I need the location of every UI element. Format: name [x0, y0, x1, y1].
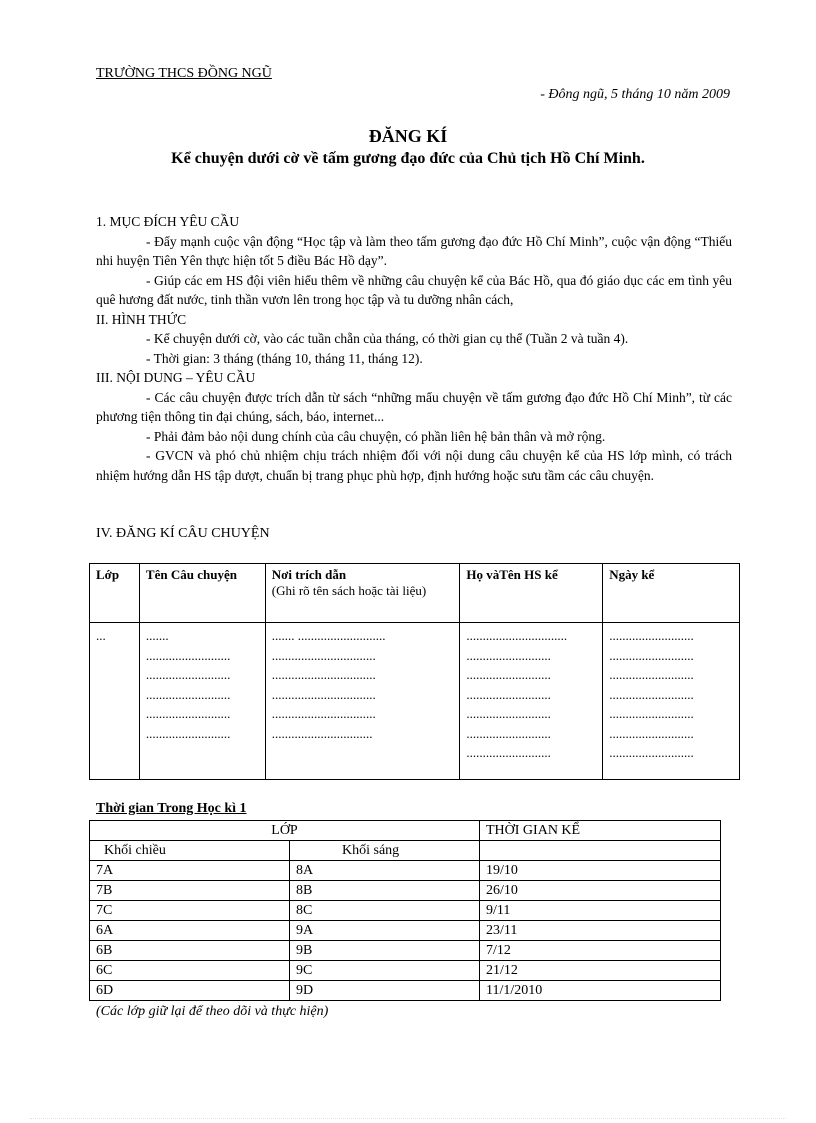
morning-class: 8A — [290, 861, 480, 881]
story-date: 11/1/2010 — [480, 981, 721, 1001]
story-date: 21/12 — [480, 961, 721, 981]
table-row — [90, 901, 721, 921]
header-date: Ngày kể — [603, 564, 740, 623]
schedule-subheader-afternoon: Khối chiều — [90, 841, 290, 861]
story-date: 7/12 — [480, 941, 721, 961]
section-heading-registration: IV. ĐĂNG KÍ CÂU CHUYỆN — [96, 526, 270, 541]
section-item: - Các câu chuyện được trích dẫn từ sách “những mẩu chuyện về tấm gương đạo đức Hồ Chí Minh”, từ các phương tiện thông tin đại chúng, sách, báo, internet... — [96, 389, 732, 424]
section-heading-purpose: 1. MỤC ĐÍCH YÊU CẦU — [96, 214, 240, 229]
schedule-header-class: LỚP — [90, 821, 480, 841]
morning-class: 9C — [290, 961, 480, 981]
section-item: - Phải đảm bảo nội dung chính của câu chuyện, có phần liên hệ bản thân và mở rộng. — [146, 428, 606, 444]
morning-class: 9B — [290, 941, 480, 961]
story-date: 19/10 — [480, 861, 721, 881]
school-name: TRƯỜNG THCS ĐỒNG NGŨ — [96, 66, 272, 81]
table-row — [90, 941, 721, 961]
morning-class: 8B — [290, 881, 480, 901]
document-title: ĐĂNG KÍ — [368, 126, 448, 146]
header-story-name: Tên Câu chuyện — [139, 564, 265, 623]
table-row — [90, 861, 721, 881]
schedule-table — [89, 820, 721, 1001]
document-subtitle: Kể chuyện dưới cờ về tấm gương đạo đức của Chủ tịch Hồ Chí Minh. — [171, 150, 645, 167]
header-student-name: Họ vàTên HS kể — [460, 564, 603, 623]
page-footer-divider — [30, 1118, 786, 1119]
document-date: - Đông ngũ, 5 tháng 10 năm 2009 — [540, 87, 730, 102]
header-class: Lớp — [90, 564, 140, 623]
registration-fill-row — [90, 623, 740, 780]
story-date: 23/11 — [480, 921, 721, 941]
morning-class: 8C — [290, 901, 480, 921]
afternoon-class: 7A — [90, 861, 290, 881]
fill-class-cell: ... — [90, 623, 140, 780]
schedule-title: Thời gian Trong Học kì 1 — [96, 801, 247, 816]
section-item: - Đẩy mạnh cuộc vận động “Học tập và làm theo tấm gương đạo đức Hồ Chí Minh”, cuộc vận động “Thiếu nhi huyện Tiên Yên thực hiện tốt 5 điều Bác Hồ dạy”. — [96, 233, 732, 268]
table-row — [90, 981, 721, 1001]
morning-class: 9D — [290, 981, 480, 1001]
afternoon-class: 6D — [90, 981, 290, 1001]
fill-date-cell: .......................... .......................... .......................... .......................... .......................... .......................... .......................... — [603, 623, 740, 780]
section-item: - Giúp các em HS đội viên hiểu thêm về những câu chuyện kể của Bác Hồ, qua đó giáo dục các em tình yêu quê hương đất nước, tinh thần vươn lên trong học tập và tu dưỡng nhân cách, — [96, 272, 732, 307]
story-date: 26/10 — [480, 881, 721, 901]
morning-class: 9A — [290, 921, 480, 941]
table-row — [90, 961, 721, 981]
section-heading-content: III. NỘI DUNG – YÊU CẦU — [96, 370, 256, 385]
schedule-header-row — [90, 821, 721, 841]
table-row — [90, 881, 721, 901]
table-row — [90, 921, 721, 941]
afternoon-class: 7B — [90, 881, 290, 901]
afternoon-class: 6C — [90, 961, 290, 981]
fill-story-cell: ....... .......................... .......................... .......................... .......................... .......................... — [139, 623, 265, 780]
section-item: - Thời gian: 3 tháng (tháng 10, tháng 11, tháng 12). — [146, 350, 423, 366]
section-heading-form: II. HÌNH THỨC — [96, 311, 187, 327]
schedule-note: (Các lớp giữ lại để theo dõi và thực hiện) — [96, 1004, 329, 1019]
story-date: 9/11 — [480, 901, 721, 921]
section-item: - Kể chuyện dưới cờ, vào các tuần chẵn của tháng, có thời gian cụ thể (Tuần 2 và tuần 4). — [146, 331, 629, 346]
schedule-header-time: THỜI GIAN KỂ — [480, 821, 721, 841]
fill-source-cell: ....... ........................... ................................ ................................ ................................ ................................ ............................... — [265, 623, 460, 780]
schedule-subheader-morning: Khối sáng — [290, 841, 480, 861]
afternoon-class: 7C — [90, 901, 290, 921]
schedule-subheader-empty — [480, 841, 721, 861]
registration-header-row — [90, 564, 740, 623]
document-body — [96, 212, 732, 485]
registration-table — [89, 563, 740, 780]
afternoon-class: 6A — [90, 921, 290, 941]
fill-student-cell: ............................... .......................... .......................... .......................... .......................... .......................... .......................... — [460, 623, 603, 780]
section-item: - GVCN và phó chủ nhiệm chịu trách nhiệm đối với nội dung câu chuyện kể của HS lớp mình, có trách nhiệm hướng dẫn HS tập dượt, chuẩn bị trang phục phù hợp, định hướng hoặc sưu tầm các câu chuyện. — [96, 448, 732, 483]
afternoon-class: 6B — [90, 941, 290, 961]
header-source: Nơi trích dẫn (Ghi rõ tên sách hoặc tài liệu) — [265, 564, 460, 623]
schedule-subheader-row — [90, 841, 721, 861]
